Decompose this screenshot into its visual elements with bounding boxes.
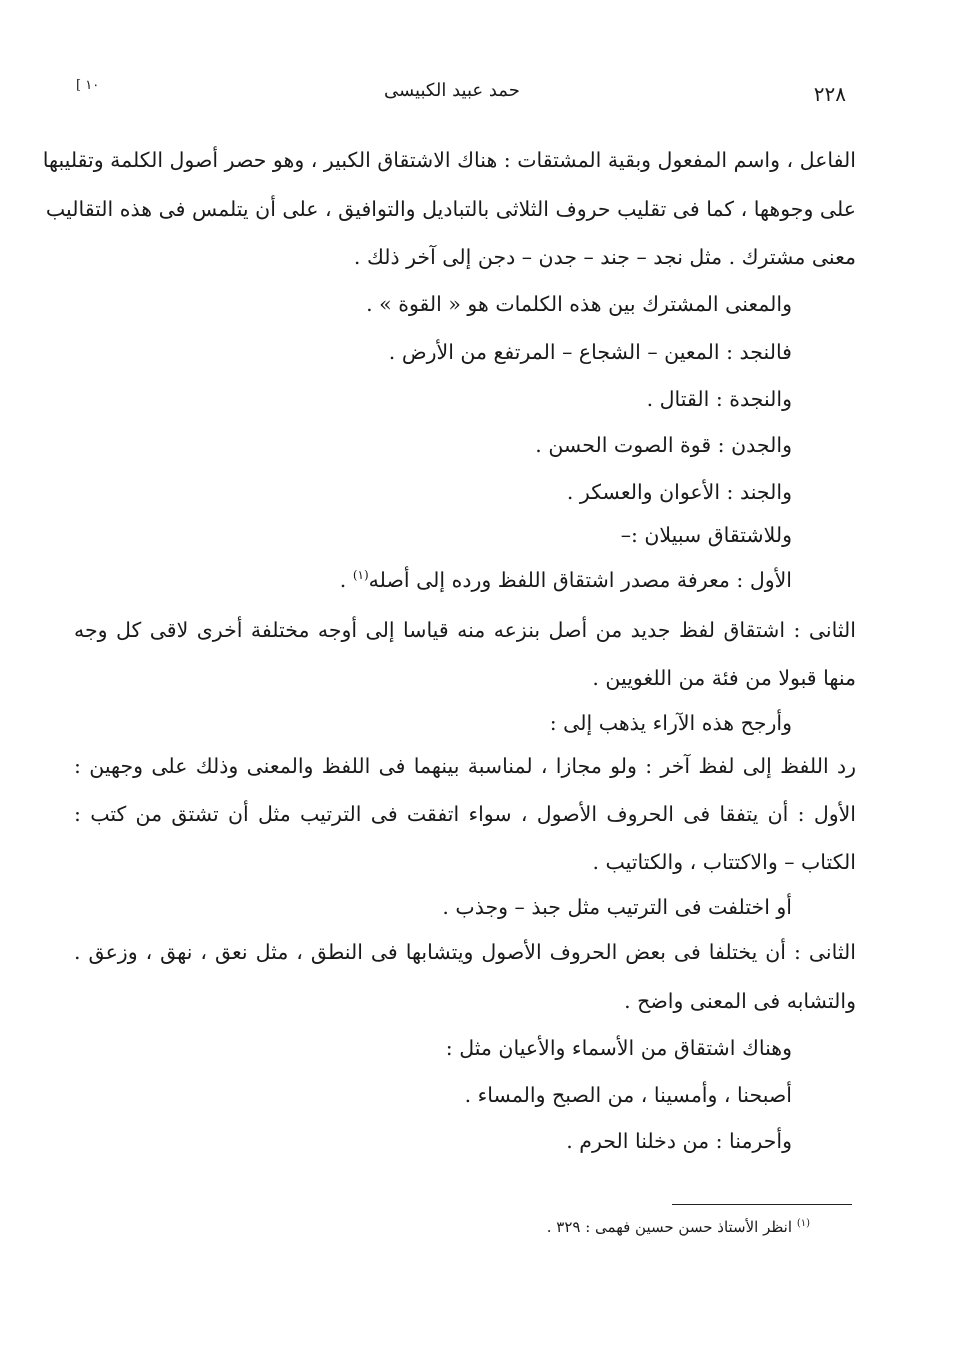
body-line-6: والنجدة : القتال . bbox=[646, 387, 792, 411]
footnote-reference: (١) bbox=[352, 568, 369, 583]
body-line-10-text: الأول : معرفة مصدر اشتقاق اللفظ ورده إلى أصله bbox=[368, 568, 792, 592]
body-line-3: معنى مشترك . مثل نجد – جند – جدن – دجن إلى آخر ذلك . bbox=[353, 245, 856, 269]
body-line-22: وأحرمنا : من دخلنا الحرم . bbox=[566, 1129, 792, 1153]
body-line-2: على وجوهها ، كما فى تقليب حروف الثلاثى بالتباديل والتوافيق ، على أن يتلمس فى هذه التقاليب bbox=[45, 197, 856, 221]
body-line-17: أو اختلفت فى الترتيب مثل جبذ – وجذب . bbox=[442, 895, 792, 919]
body-line-12: منها قبولا من فئة من اللغويين . bbox=[592, 666, 856, 690]
body-line-18: الثانى : أن يختلفا فى بعض الحروف الأصول ويتشابها فى النطق ، مثل نعق ، نهق ، وزعق . bbox=[74, 940, 856, 964]
body-line-19: والتشابه فى المعنى واضح . bbox=[624, 989, 856, 1013]
body-line-14: رد اللفظ إلى لفظ آخر : ولو مجازا ، لمناسبة بينهما فى اللفظ والمعنى وذلك على وجهين : bbox=[74, 754, 856, 778]
body-line-10 bbox=[340, 566, 792, 594]
running-header-author: حمد عبيد الكبيسى bbox=[384, 80, 520, 101]
body-line-11: الثانى : اشتقاق لفظ جديد من أصل بنزعه منه قياسا إلى أوجه مختلفة أخرى لاقى كل وجه bbox=[74, 618, 856, 642]
body-line-8: والجند : الأعوان والعسكر . bbox=[566, 480, 792, 504]
body-line-7: والجدن : قوة الصوت الحسن . bbox=[535, 433, 792, 457]
body-line-10-end: . bbox=[339, 568, 353, 592]
footnote-text: انظر الأستاذ حسن حسين فهمى : ٣٢٩ . bbox=[546, 1218, 793, 1236]
body-line-1: الفاعل ، واسم المفعول وبقية المشتقات : هناك الاشتقاق الكبير ، وهو حصر أصول الكلمة وتقليبها bbox=[42, 148, 856, 172]
body-line-9: وللاشتقاق سبيلان :– bbox=[620, 523, 792, 547]
body-line-21: أصبحنا ، وأمسينا ، من الصبح والمساء . bbox=[464, 1083, 792, 1107]
page-number: ٢٢٨ bbox=[813, 82, 846, 106]
footnote-marker: (١) bbox=[796, 1218, 810, 1229]
footnote-divider bbox=[672, 1204, 852, 1205]
body-line-5: فالنجد : المعين – الشجاع – المرتفع من الأرض . bbox=[388, 340, 792, 364]
body-line-13: وأرجح هذه الآراء يذهب إلى : bbox=[549, 711, 792, 735]
body-line-20: وهناك اشتقاق من الأسماء والأعيان مثل : bbox=[445, 1036, 792, 1060]
corner-mark: ١٠ ] bbox=[76, 78, 100, 93]
body-line-15: الأول : أن يتفقا فى الحروف الأصول ، سواء اتفقت فى الترتيب مثل أن تشتق من كتب : bbox=[74, 802, 856, 826]
body-line-16: الكتاب – والاكتتاب ، والكتاتيب . bbox=[592, 850, 856, 874]
body-line-4: والمعنى المشترك بين هذه الكلمات هو « القوة » . bbox=[366, 292, 792, 316]
footnote bbox=[547, 1218, 810, 1236]
